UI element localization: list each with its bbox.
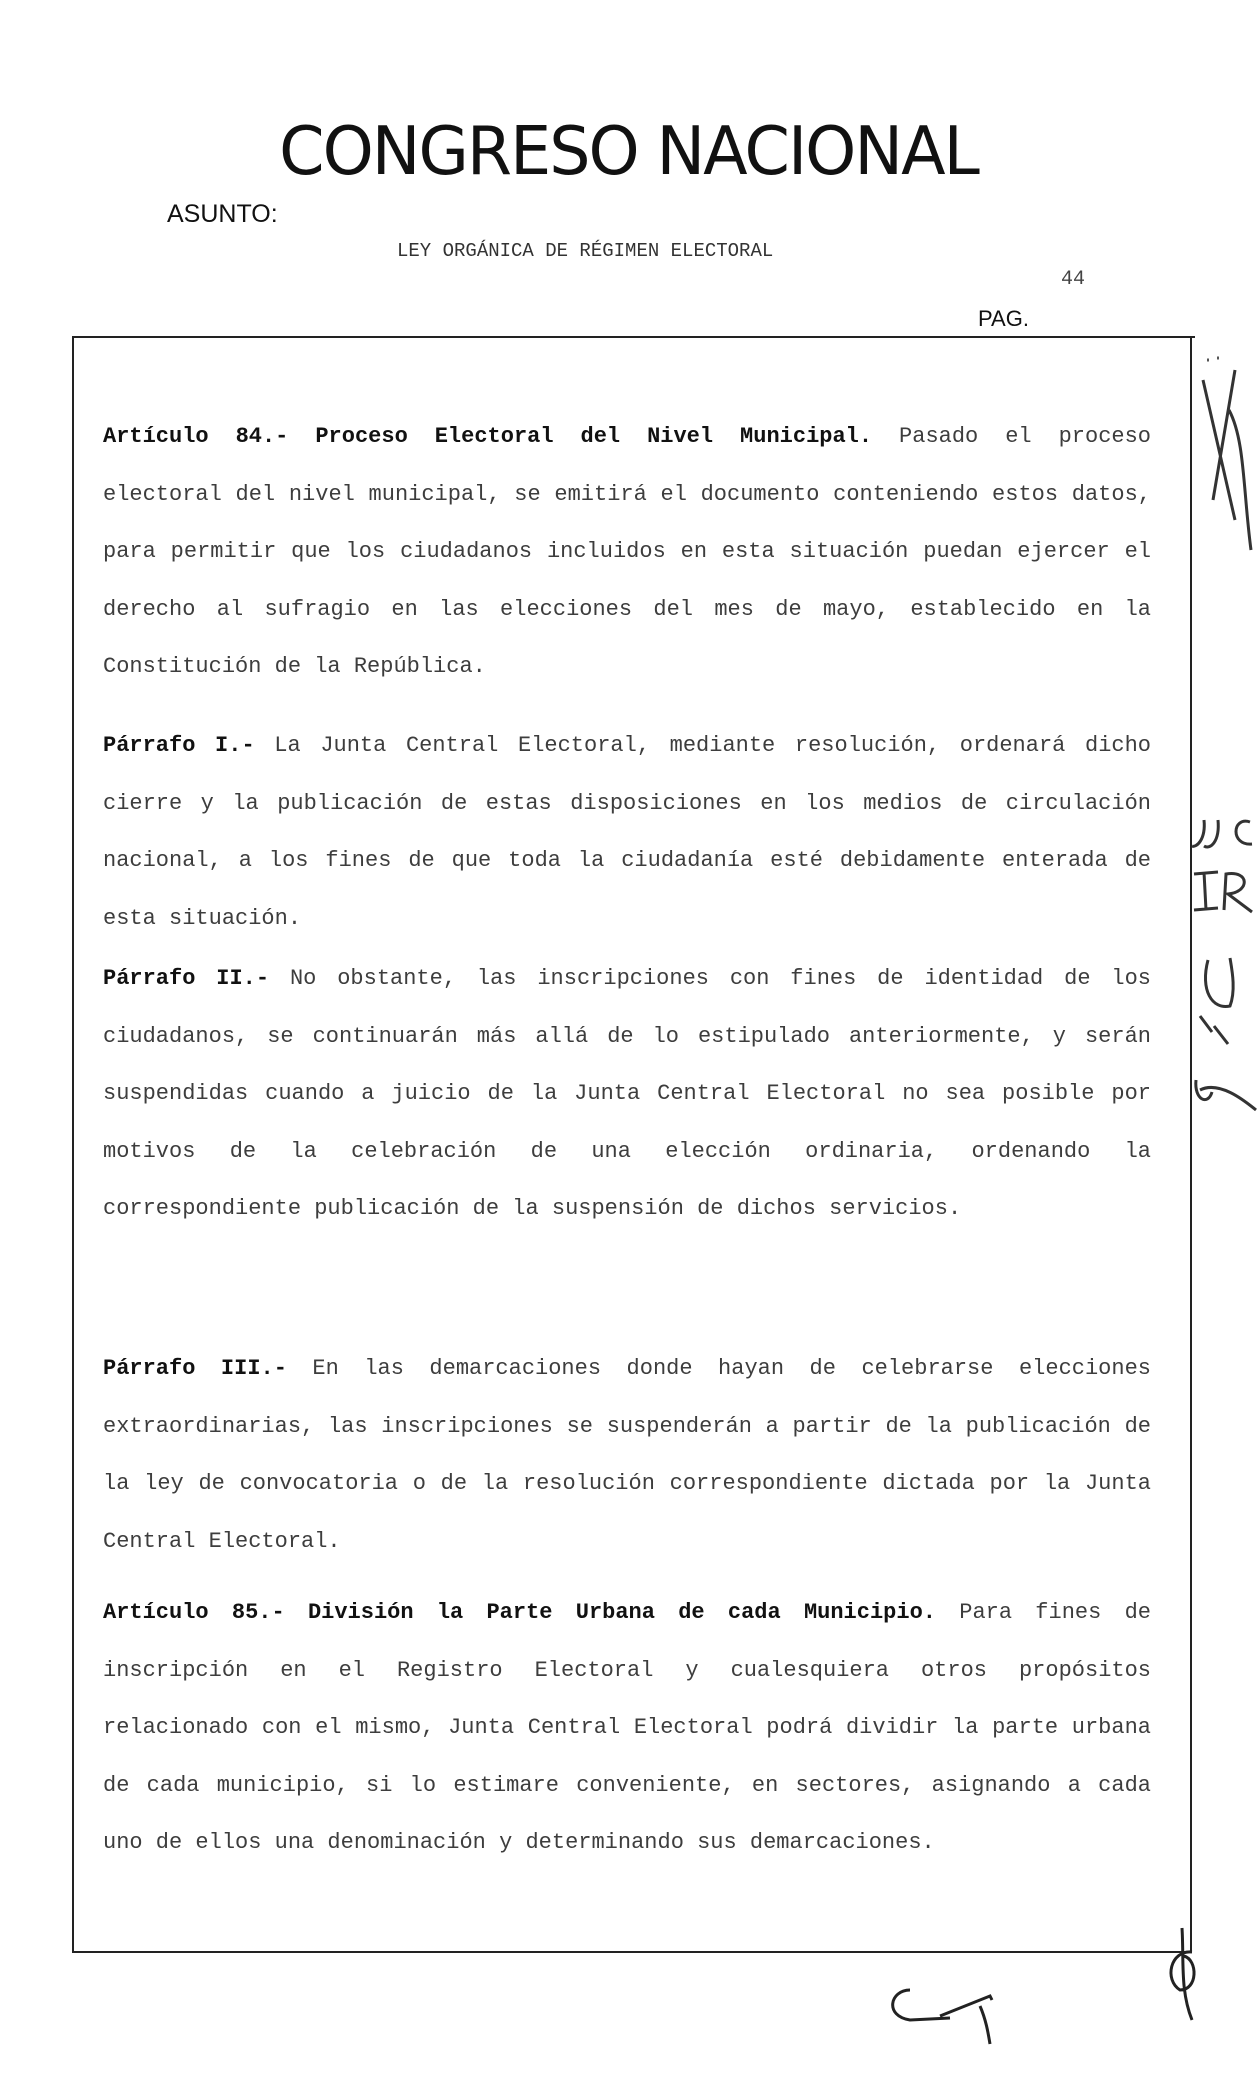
paragraph-2-heading: Párrafo II.-: [103, 966, 270, 991]
paragraph-3-heading: Párrafo III.-: [103, 1356, 287, 1381]
handwritten-signature-mark: [1195, 350, 1257, 580]
handwritten-initials: [1190, 810, 1257, 1170]
article-85: [103, 1584, 1151, 1872]
document-subject: LEY ORGÁNICA DE RÉGIMEN ELECTORAL: [397, 240, 774, 262]
institution-title: CONGRESO NACIONAL: [279, 112, 978, 190]
paragraph-2: [103, 950, 1151, 1238]
paragraph-2-text: No obstante, las inscripciones con fines de identidad de los ciudadanos, se continuarán más allá de lo estipulado anteriormente, y serán suspendidas cuando a juicio de la Junta Central Electoral no sea posible por motivos de la celebración de una elección ordinaria, ordenando la correspondiente publicación de la suspensión de dichos servicios.: [103, 966, 1151, 1221]
paragraph-3: [103, 1340, 1151, 1570]
handwritten-initial-bottom: [1150, 1920, 1220, 2030]
article-84: [103, 408, 1151, 696]
article-84-text: Pasado el proceso electoral del nivel municipal, se emitirá el documento conteniendo estos datos, para permitir que los ciudadanos incluidos en esta situación puedan ejercer el derecho al sufragio en las elecciones del mes de mayo, establecido en la Constitución de la República.: [103, 424, 1151, 679]
article-85-heading: Artículo 85.- División la Parte Urbana de cada Municipio.: [103, 1600, 936, 1625]
page-label: PAG.: [978, 306, 1029, 331]
paragraph-1: [103, 717, 1151, 947]
paragraph-3-text: En las demarcaciones donde hayan de celebrarse elecciones extraordinarias, las inscripciones se suspenderán a partir de la publicación de la ley de convocatoria o de la resolución correspondiente dictada por la Junta Central Electoral.: [103, 1356, 1151, 1554]
asunto-label: ASUNTO:: [167, 200, 278, 228]
page-number: 44: [1061, 268, 1086, 291]
article-84-heading: Artículo 84.- Proceso Electoral del Nivel Municipal.: [103, 424, 873, 449]
article-85-text: Para fines de inscripción en el Registro Electoral y cualesquiera otros propósitos relacionado con el mismo, Junta Central Electoral podrá dividir la parte urbana de cada municipio, si lo estimare conveniente, en sectores, asignando a cada uno de ellos una denominación y determinando sus demarcaciones.: [103, 1600, 1151, 1855]
handwritten-signature-bottom: [880, 1960, 1060, 2050]
paragraph-1-text: La Junta Central Electoral, mediante resolución, ordenará dicho cierre y la publicación de estas disposiciones en los medios de circulación nacional, a los fines de que toda la ciudadanía esté debidamente enterada de esta situación.: [103, 733, 1151, 931]
paragraph-1-heading: Párrafo I.-: [103, 733, 255, 758]
